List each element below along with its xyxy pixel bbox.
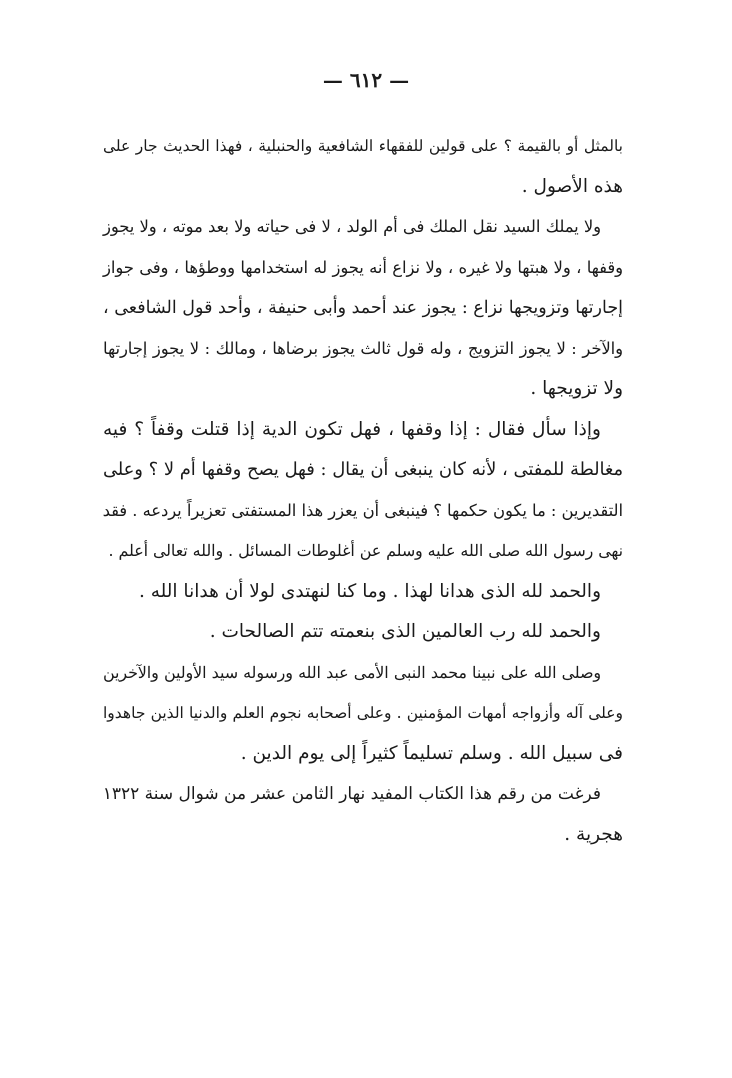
text-line: والحمد لله رب العالمين الذى بنعمته تتم الصالحات . [209, 621, 601, 642]
text-line: والآخر : لا يجوز التزويج ، وله قول ثالث يجوز برضاها ، ومالك : لا يجوز إجارتها [103, 338, 623, 358]
text-line: والحمد لله الذى هدانا لهذا . وما كنا لنهتدى لولا أن هدانا الله . [138, 580, 601, 602]
paragraph [103, 410, 623, 572]
paragraph [103, 653, 623, 775]
text-line: وعلى آله وأزواجه أمهات المؤمنين . وعلى أصحابه نجوم العلم والدنيا الذين جاهدوا [103, 704, 623, 722]
text-line: فرغت من رقم هذا الكتاب المفيد نهار الثامن عشر من شوال سنة ١٣٢٢ [102, 784, 601, 804]
page-number: — ٦١٢ — [322, 68, 410, 92]
text-line: وقفها ، ولا هبتها ولا غيره ، ولا نزاع أنه يجوز له استخدامها ووطؤها ، وفى جواز [103, 257, 623, 277]
paragraph [103, 774, 623, 855]
paragraph [103, 126, 623, 207]
text-line: بالمثل أو بالقيمة ؟ على قولين للفقهاء الشافعية والحنبلية ، فهذا الحديث جار على [103, 137, 623, 155]
text-line: وصلى الله على نبينا محمد النبى الأمى عبد الله ورسوله سيد الأولين والآخرين [103, 662, 601, 682]
text-line: ولا تزويجها . [530, 378, 623, 399]
paragraph [103, 207, 623, 410]
text-line: ولا يملك السيد نقل الملك فى أم الولد ، لا فى حياته ولا بعد موته ، ولا يجوز [103, 217, 601, 236]
body-text [103, 126, 623, 855]
text-line: التقديرين : ما يكون حكمها ؟ فينبغى أن يعزر هذا المستفتى تعزيراً يردعه . فقد [102, 500, 623, 520]
text-line: هجرية . [564, 823, 623, 845]
paragraph [103, 572, 623, 613]
text-line: وإذا سأل فقال : إذا وقفها ، فهل تكون الدية إذا قتلت وقفاً ؟ فيه [103, 418, 601, 440]
text-line: مغالطة للمفتى ، لأنه كان ينبغى أن يقال : فهل يصح وقفها أم لا ؟ وعلى [103, 460, 623, 480]
text-line: فى سبيل الله . وسلم تسليماً كثيراً إلى يوم الدين . [240, 742, 623, 764]
text-line: نهى رسول الله صلى الله عليه وسلم عن أغلوطات المسائل . والله تعالى أعلم . [108, 541, 623, 560]
paragraph [103, 612, 623, 653]
text-line: هذه الأصول . [521, 175, 623, 197]
text-line: إجارتها وتزويجها نزاع : يجوز عند أحمد وأبى حنيفة ، وأحد قول الشافعى ، [103, 298, 623, 318]
